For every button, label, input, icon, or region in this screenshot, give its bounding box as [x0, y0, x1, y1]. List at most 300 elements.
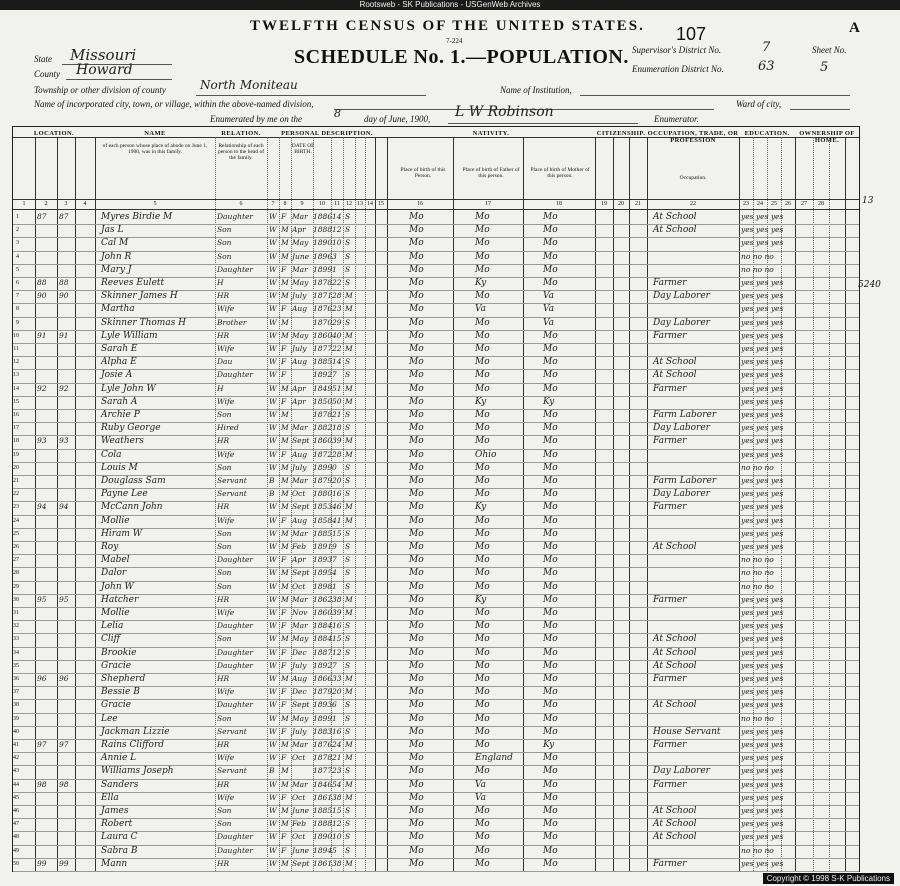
- entry-bpm: Mo: [543, 832, 558, 843]
- row-number: 26: [13, 544, 19, 550]
- entry-rel: Dau: [217, 357, 233, 367]
- entry-mon: Mar: [292, 528, 308, 538]
- entry-bpm: Mo: [543, 792, 558, 803]
- group-nativity: NATIVITY.: [472, 130, 510, 137]
- date-of-birth-desc: DATE OF BIRTH.: [291, 143, 315, 155]
- entry-bpm: Ky: [543, 396, 555, 407]
- entry-name: Brookie: [101, 647, 137, 658]
- entry-bpf: Mo: [475, 700, 490, 711]
- column-number: 13: [357, 201, 363, 207]
- entry-ed: yes yes yes: [741, 766, 784, 776]
- entry-rel: Servant: [217, 489, 247, 499]
- entry-dw: 95: [37, 594, 47, 604]
- entry-bpf: Mo: [475, 370, 490, 381]
- entry-mar: M: [345, 449, 353, 459]
- column-number: 9: [300, 201, 304, 207]
- entry-mar: M: [345, 674, 353, 683]
- entry-ed: yes yes yes: [741, 528, 784, 538]
- entry-name: Laura C: [101, 832, 138, 843]
- entry-ed: yes yes yes: [741, 674, 784, 683]
- entry-dw: 94: [37, 502, 47, 512]
- row-line: [13, 713, 859, 714]
- entry-mar: S: [345, 766, 351, 776]
- entry-age: 16: [332, 726, 342, 736]
- row-line: [13, 660, 859, 661]
- entry-col: W: [269, 357, 277, 367]
- row-number: 30: [13, 596, 19, 603]
- entry-ed: yes yes yes: [741, 370, 784, 380]
- entry-age: 21: [332, 410, 342, 419]
- entry-yr: 1862: [313, 594, 333, 604]
- entry-sex: M: [281, 462, 289, 472]
- entry-age: 46: [332, 502, 342, 512]
- column-divider: [95, 137, 96, 871]
- entry-rel: Son: [217, 542, 232, 551]
- entry-bpf: Mo: [475, 225, 490, 236]
- row-line: [13, 752, 859, 753]
- entry-occ: At School: [653, 832, 697, 843]
- entry-bpf: Mo: [475, 528, 490, 539]
- entry-col: W: [269, 647, 277, 657]
- entry-age: 1: [332, 581, 337, 591]
- entry-age: 7: [332, 660, 337, 670]
- entry-age: 18: [332, 423, 342, 433]
- entry-bpm: Mo: [543, 278, 558, 288]
- entry-col: W: [269, 225, 277, 235]
- entry-bp: Mo: [409, 528, 424, 539]
- entry-sex: F: [281, 687, 287, 697]
- entry-mon: July: [292, 344, 307, 353]
- entry-occ: House Servant: [653, 726, 721, 737]
- entry-col: W: [269, 753, 277, 763]
- entry-fam: 90: [59, 291, 69, 301]
- entry-mar: S: [345, 726, 351, 736]
- entry-bpm: Mo: [543, 674, 558, 684]
- entry-yr: 1878: [313, 410, 333, 419]
- entry-mar: M: [345, 502, 353, 512]
- column-divider: [813, 137, 814, 871]
- entry-ed: no no no: [741, 462, 774, 472]
- row-line: [13, 237, 859, 238]
- entry-name: Jas L: [101, 225, 124, 236]
- row-number: 11: [13, 346, 19, 352]
- column-divider: [829, 137, 830, 871]
- entry-mar: S: [345, 634, 351, 644]
- entry-bpm: Mo: [543, 251, 558, 262]
- entry-fam: 93: [59, 436, 69, 446]
- entry-sex: M: [281, 330, 289, 340]
- row-line: [13, 449, 859, 450]
- entry-bpm: Mo: [543, 766, 558, 777]
- entry-bpm: Mo: [543, 687, 558, 698]
- entry-age: 41: [332, 515, 342, 525]
- entry-col: W: [269, 713, 277, 723]
- entry-bpf: Mo: [475, 832, 490, 843]
- column-number: 18: [556, 201, 562, 207]
- column-divider: [523, 137, 524, 871]
- entry-occ: At School: [653, 542, 697, 552]
- entry-occ: At School: [653, 660, 697, 671]
- population-grid: [12, 126, 860, 872]
- entry-mon: May: [292, 278, 309, 287]
- entry-rel: HR: [217, 594, 230, 604]
- enumeration-label: Enumeration District No.: [632, 64, 724, 74]
- entry-rel: HR: [217, 779, 230, 789]
- entry-col: W: [269, 806, 277, 815]
- row-number: 45: [13, 794, 19, 801]
- sheet-value: 5: [820, 60, 829, 75]
- entry-bp: Mo: [409, 304, 424, 315]
- entry-bpf: Mo: [475, 462, 490, 473]
- entry-bpm: Mo: [543, 542, 558, 552]
- entry-mar: M: [345, 687, 353, 697]
- entry-sex: M: [281, 423, 289, 433]
- entry-bpm: Mo: [543, 726, 558, 737]
- entry-mon: Sept: [292, 502, 310, 512]
- entry-rel: HR: [217, 436, 230, 446]
- entry-age: 29: [332, 317, 342, 327]
- entry-sex: M: [281, 489, 289, 499]
- entry-yr: 1860: [313, 608, 333, 617]
- entry-mon: Mar: [292, 264, 308, 274]
- entry-yr: 1885: [313, 528, 333, 538]
- entry-name: Sabra B: [101, 845, 138, 856]
- entry-ed: no no no: [741, 251, 774, 261]
- entry-col: W: [269, 370, 277, 380]
- row-line: [13, 607, 859, 608]
- entry-fam: 94: [59, 502, 69, 512]
- entry-bpf: Mo: [475, 845, 490, 856]
- county-value: Howard: [76, 62, 133, 78]
- row-line: [13, 594, 859, 595]
- entry-mon: May: [292, 238, 309, 248]
- entry-sex: M: [281, 436, 289, 446]
- entry-mar: M: [345, 330, 353, 340]
- entry-sex: F: [281, 212, 287, 221]
- entry-bpm: Mo: [543, 357, 558, 368]
- entry-bp: Mo: [409, 370, 424, 381]
- entry-mar: S: [345, 225, 351, 235]
- entry-ed: yes yes yes: [741, 225, 784, 235]
- entry-col: W: [269, 502, 277, 512]
- entry-dw: 99: [37, 858, 47, 868]
- entry-mar: M: [345, 304, 353, 314]
- entry-occ: At School: [653, 647, 697, 658]
- entry-yr: 1878: [313, 278, 333, 287]
- entry-bp: Mo: [409, 357, 424, 368]
- entry-rel: Daughter: [217, 832, 253, 842]
- column-divider: [629, 137, 630, 871]
- entry-mon: Mar: [292, 476, 308, 485]
- entry-yr: 1892: [313, 660, 333, 670]
- column-number: 10: [319, 201, 325, 207]
- row-line: [13, 515, 859, 516]
- row-number: 44: [13, 781, 19, 788]
- entry-bpf: Ky: [475, 502, 487, 513]
- entry-ed: no no no: [741, 264, 774, 274]
- entry-bp: Mo: [409, 832, 424, 843]
- entry-bpm: Mo: [543, 621, 558, 632]
- entry-bpm: Mo: [543, 594, 558, 605]
- entry-mon: Dec: [292, 687, 307, 697]
- entry-ed: yes yes yes: [741, 832, 784, 842]
- entry-bpf: Ky: [475, 396, 487, 407]
- row-line: [13, 369, 859, 370]
- entry-mon: July: [292, 462, 307, 472]
- entry-yr: 1876: [313, 304, 333, 314]
- entry-ed: yes yes yes: [741, 779, 784, 789]
- entry-yr: 1846: [313, 779, 333, 789]
- row-line: [13, 858, 859, 859]
- entry-bpf: Mo: [475, 568, 490, 579]
- entry-ed: yes yes yes: [741, 383, 784, 393]
- entry-bpf: Mo: [475, 687, 490, 698]
- row-number: 31: [13, 610, 19, 616]
- entry-mon: Apr: [292, 383, 306, 393]
- entry-yr: 1877: [313, 344, 333, 353]
- group-citizenship: CITIZENSHIP.: [596, 130, 646, 137]
- entry-mon: Sept: [292, 858, 310, 868]
- entry-sex: F: [281, 832, 287, 842]
- entry-bpf: Ky: [475, 594, 487, 605]
- entry-name: Dalor: [101, 568, 127, 579]
- row-number: 7: [16, 293, 19, 300]
- entry-bpm: Mo: [543, 436, 558, 447]
- entry-bpm: Mo: [543, 423, 558, 434]
- entry-sex: M: [281, 858, 289, 868]
- entry-mon: July: [292, 726, 307, 736]
- column-number: 19: [601, 201, 607, 207]
- enumerated-prefix: Enumerated by me on the: [210, 114, 302, 124]
- column-divider: [453, 137, 454, 871]
- entry-mon: July: [292, 660, 307, 670]
- entry-name: Hiram W: [101, 528, 143, 539]
- entry-bpm: Mo: [543, 713, 558, 724]
- entry-bpm: Mo: [543, 449, 558, 460]
- entry-mon: May: [292, 634, 309, 644]
- entry-ed: yes yes yes: [741, 806, 784, 815]
- entry-bpf: Mo: [475, 357, 490, 368]
- supervisor-value: 7: [762, 40, 771, 55]
- entry-name: Cliff: [101, 634, 121, 645]
- entry-bp: Mo: [409, 726, 424, 737]
- entry-bpf: Mo: [475, 251, 490, 262]
- entry-mar: S: [345, 845, 351, 855]
- entry-name: Mary J: [101, 264, 132, 275]
- column-number: 3: [64, 201, 68, 207]
- entry-rel: Son: [217, 238, 232, 248]
- entry-yr: 1858: [313, 515, 333, 525]
- entry-bpm: Mo: [543, 515, 558, 526]
- entry-name: Josie A: [101, 370, 133, 381]
- row-number: 18: [13, 438, 19, 445]
- entry-occ: At School: [653, 819, 697, 830]
- entry-bpm: Mo: [543, 264, 558, 275]
- entry-bp: Mo: [409, 383, 424, 394]
- entry-bp: Mo: [409, 449, 424, 460]
- entry-rel: H: [217, 383, 224, 393]
- column-divider: [35, 137, 36, 871]
- entry-sex: M: [281, 383, 289, 393]
- entry-bpf: Mo: [475, 726, 490, 737]
- entry-bp: Mo: [409, 766, 424, 777]
- entry-sex: M: [281, 502, 289, 512]
- entry-bp: Mo: [409, 251, 424, 262]
- entry-bpm: Mo: [543, 330, 558, 341]
- entry-sex: M: [281, 713, 289, 723]
- entry-bpm: Mo: [543, 660, 558, 671]
- row-number: 10: [13, 332, 19, 339]
- source-banner: Rootsweb - SK Publications - USGenWeb Archives: [0, 0, 900, 10]
- entry-bp: Mo: [409, 792, 424, 803]
- entry-mon: Mar: [292, 212, 308, 221]
- entry-fam: 91: [59, 330, 69, 340]
- entry-mon: Oct: [292, 489, 306, 499]
- row-number: 25: [13, 530, 19, 537]
- entry-bp: Mo: [409, 238, 424, 249]
- entry-sex: F: [281, 370, 287, 380]
- entry-bp: Mo: [409, 515, 424, 526]
- entry-bpf: Mo: [475, 858, 490, 869]
- entry-bpm: Mo: [543, 845, 558, 856]
- entry-col: W: [269, 634, 277, 644]
- column-divider: [267, 137, 268, 871]
- entry-bpf: Mo: [475, 423, 490, 434]
- entry-age: 3: [332, 251, 337, 261]
- entry-sex: M: [281, 476, 289, 485]
- entry-bpf: Mo: [475, 608, 490, 618]
- entry-bpf: Ky: [475, 278, 487, 288]
- column-number: 6: [239, 201, 243, 207]
- entry-sex: F: [281, 396, 287, 406]
- column-divider: [343, 137, 344, 871]
- entry-ed: yes yes yes: [741, 476, 784, 485]
- row-number: 35: [13, 662, 19, 669]
- entry-ed: yes yes yes: [741, 410, 784, 419]
- enumerated-day: 8: [334, 107, 341, 120]
- entry-sex: M: [281, 410, 289, 419]
- entry-rel: Son: [217, 462, 232, 472]
- entry-col: W: [269, 251, 277, 261]
- entry-sex: M: [281, 225, 289, 235]
- entry-ed: yes yes yes: [741, 792, 784, 802]
- entry-sex: M: [281, 291, 289, 301]
- row-line: [13, 792, 859, 793]
- entry-ed: yes yes yes: [741, 212, 784, 221]
- entry-col: W: [269, 515, 277, 525]
- entry-mon: Oct: [292, 832, 306, 842]
- entry-occ: Farmer: [653, 330, 687, 341]
- township-value: North Moniteau: [200, 78, 298, 92]
- entry-mon: May: [292, 713, 309, 723]
- group-occupation: OCCUPATION, TRADE, OR PROFESSION: [647, 130, 739, 144]
- enumerator-label: Enumerator.: [654, 114, 699, 124]
- entry-ed: no no no: [741, 581, 774, 591]
- entry-fam: 92: [59, 383, 69, 393]
- enumerator-name: L W Robinson: [455, 104, 554, 120]
- entry-sex: F: [281, 700, 287, 710]
- entry-mar: M: [345, 436, 353, 446]
- entry-mar: S: [345, 317, 351, 327]
- entry-age: 38: [332, 594, 342, 604]
- entry-mar: M: [345, 383, 353, 393]
- entry-yr: 1899: [313, 462, 333, 472]
- row-line: [13, 818, 859, 819]
- entry-age: 0: [332, 462, 337, 472]
- entry-ed: yes yes yes: [741, 291, 784, 301]
- entry-bpf: Mo: [475, 436, 490, 447]
- row-number: 32: [13, 623, 19, 630]
- entry-bp: Mo: [409, 489, 424, 500]
- entry-mar: S: [345, 819, 351, 829]
- entry-ed: yes yes yes: [741, 542, 784, 551]
- entry-rel: HR: [217, 502, 230, 512]
- entry-col: W: [269, 542, 277, 551]
- entry-bpf: Mo: [475, 806, 490, 816]
- side-mark-mid: 5240: [858, 280, 881, 290]
- entry-yr: 1870: [313, 317, 333, 327]
- entry-bp: Mo: [409, 819, 424, 830]
- entry-yr: 1866: [313, 674, 333, 683]
- entry-bpf: Mo: [475, 621, 490, 632]
- entry-col: W: [269, 291, 277, 301]
- entry-col: B: [269, 766, 275, 776]
- entry-bpf: Mo: [475, 555, 490, 566]
- group-relation: RELATION.: [221, 130, 261, 137]
- entry-sex: M: [281, 594, 289, 604]
- entry-col: W: [269, 674, 277, 683]
- entry-yr: 1879: [313, 476, 333, 485]
- entry-bp: Mo: [409, 687, 424, 698]
- entry-ed: yes yes yes: [741, 634, 784, 644]
- entry-name: Robert: [101, 819, 133, 830]
- entry-mar: M: [345, 779, 353, 789]
- entry-name: Annie L: [101, 753, 137, 764]
- entry-name: Gracie: [101, 660, 132, 671]
- entry-bp: Mo: [409, 581, 424, 592]
- entry-age: 21: [332, 753, 342, 763]
- row-number: 28: [13, 570, 19, 577]
- entry-rel: HR: [217, 858, 230, 868]
- entry-age: 38: [332, 792, 342, 802]
- entry-sex: F: [281, 792, 287, 802]
- row-line: [13, 647, 859, 648]
- entry-bp: Mo: [409, 476, 424, 486]
- column-number: 8: [283, 201, 287, 207]
- row-line: [13, 699, 859, 700]
- birthplace-desc: Place of birth of this Person.: [400, 167, 446, 179]
- entry-name: Sarah E: [101, 344, 138, 354]
- entry-ed: yes yes yes: [741, 740, 784, 749]
- entry-rel: Wife: [217, 396, 235, 406]
- entry-sex: M: [281, 568, 289, 578]
- entry-mar: M: [345, 792, 353, 802]
- entry-mar: M: [345, 515, 353, 525]
- entry-name: Cola: [101, 449, 122, 460]
- entry-ed: yes yes yes: [741, 278, 784, 287]
- entry-ed: yes yes yes: [741, 330, 784, 340]
- entry-age: 15: [332, 806, 342, 815]
- entry-name: Payne Lee: [101, 489, 148, 500]
- entry-mar: S: [345, 423, 351, 433]
- entry-age: 22: [332, 278, 342, 287]
- entry-bp: Mo: [409, 502, 424, 513]
- entry-mon: May: [292, 330, 309, 340]
- entry-col: W: [269, 726, 277, 736]
- column-divider: [845, 137, 846, 871]
- entry-mar: S: [345, 251, 351, 261]
- entry-rel: Son: [217, 528, 232, 538]
